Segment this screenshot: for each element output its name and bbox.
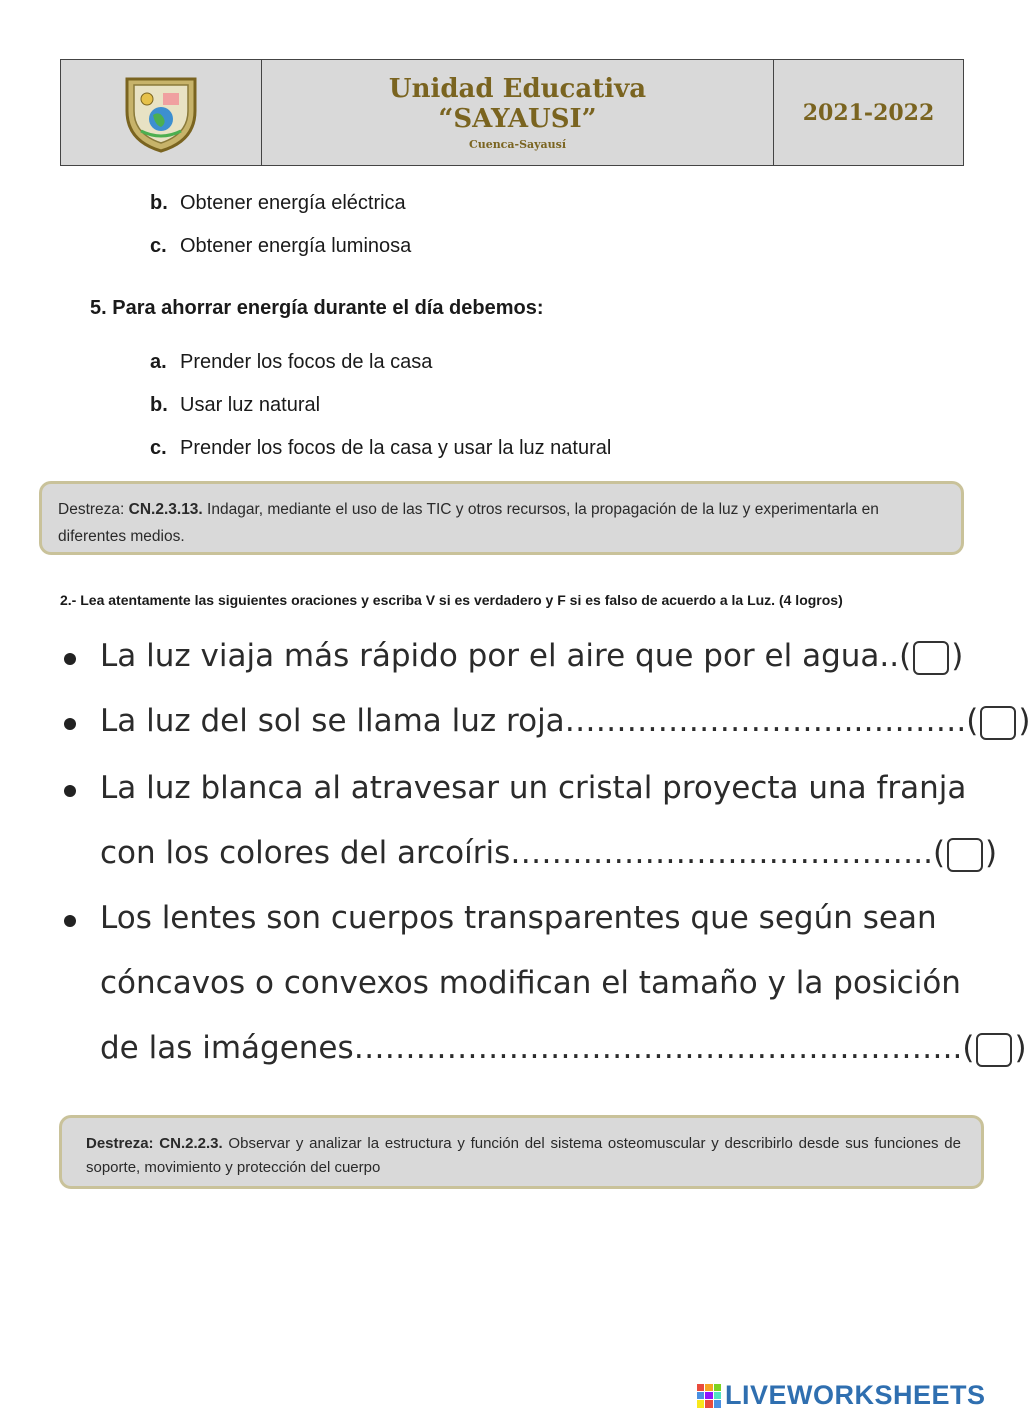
answer-box-2[interactable] [980, 706, 1016, 740]
q4-option-b [150, 192, 406, 215]
bullet-icon [64, 653, 76, 665]
school-city: Cuenca-Sayausí [468, 138, 567, 151]
liveworksheets-logo [697, 1380, 986, 1411]
option-text: Prender los focos de la casa y usar la luz natural [180, 437, 612, 459]
statement-text: La luz del sol se llama luz roja………………………..……….( [100, 703, 979, 739]
skill-box-2 [59, 1115, 984, 1189]
skill-label: Destreza: [86, 1135, 160, 1152]
statement-text: de las imágenes…………………………………………………..( [100, 1030, 975, 1066]
liveworksheets-icon [697, 1384, 721, 1408]
school-header [60, 59, 964, 166]
option-text: Prender los focos de la casa [180, 351, 433, 373]
statement-4-line3 [100, 1030, 1027, 1067]
school-title-cell [262, 60, 774, 165]
skill-text: Observar y analizar la estructura y función del sistema osteomuscular y describirlo desde sus funciones de soporte, movimiento y protección del cuerpo [86, 1135, 961, 1176]
skill-label: Destreza: [58, 501, 129, 518]
school-crest-icon [119, 71, 203, 155]
instructions: 2.- Lea atentamente las siguientes oraciones y escriba V si es verdadero y F si es falso de acuerdo a la Luz. (4 logros) [60, 592, 843, 608]
option-letter: c. [150, 437, 167, 459]
skill-box-1 [39, 481, 964, 555]
statement-2 [100, 703, 1030, 740]
skill-code: CN.2.3.13. [128, 501, 203, 518]
q5-option-c [150, 437, 611, 460]
school-name-line1: Unidad Educativa [388, 74, 647, 104]
statement-text: con los colores del arcoíris…………………………………..( [100, 835, 946, 871]
school-year: 2021-2022 [802, 99, 935, 126]
skill-text: Indagar, mediante el uso de las TIC y otros recursos, la propagación de la luz y experimentarla en diferentes medios. [58, 501, 879, 545]
bullet-icon [64, 915, 76, 927]
logo-cell [61, 60, 262, 165]
option-text: Obtener energía eléctrica [180, 192, 406, 214]
question-5-title: 5. Para ahorrar energía durante el día debemos: [90, 297, 544, 319]
statement-close: ) [985, 835, 998, 871]
bullet-icon [64, 785, 76, 797]
option-letter: c. [150, 235, 167, 257]
liveworksheets-brand: LIVEWORKSHEETS [725, 1380, 986, 1410]
statement-text: La luz viaja más rápido por el aire que por el agua..( [100, 638, 912, 674]
option-letter: b. [150, 394, 168, 416]
answer-box-3[interactable] [947, 838, 983, 872]
statement-close: ) [1018, 703, 1030, 739]
q5-option-b [150, 394, 320, 417]
q5-option-a [150, 351, 432, 374]
statement-close: ) [1014, 1030, 1027, 1066]
bullet-icon [64, 718, 76, 730]
statement-4-line1: Los lentes son cuerpos transparentes que según sean [100, 900, 937, 936]
option-letter: b. [150, 192, 168, 214]
option-letter: a. [150, 351, 167, 373]
option-text: Usar luz natural [180, 394, 321, 416]
answer-box-4[interactable] [976, 1033, 1012, 1067]
answer-box-1[interactable] [913, 641, 949, 675]
year-cell [774, 60, 963, 165]
q4-option-c [150, 235, 411, 258]
statement-3-line2 [100, 835, 997, 872]
statement-1 [100, 638, 963, 675]
option-text: Obtener energía luminosa [180, 235, 412, 257]
school-name-line2: “SAYAUSI” [438, 104, 597, 134]
skill-code: CN.2.2.3. [159, 1135, 223, 1152]
statement-3-line1: La luz blanca al atravesar un cristal proyecta una franja [100, 770, 967, 806]
statement-4-line2: cóncavos o convexos modifican el tamaño y la posición [100, 965, 961, 1001]
statement-close: ) [951, 638, 964, 674]
